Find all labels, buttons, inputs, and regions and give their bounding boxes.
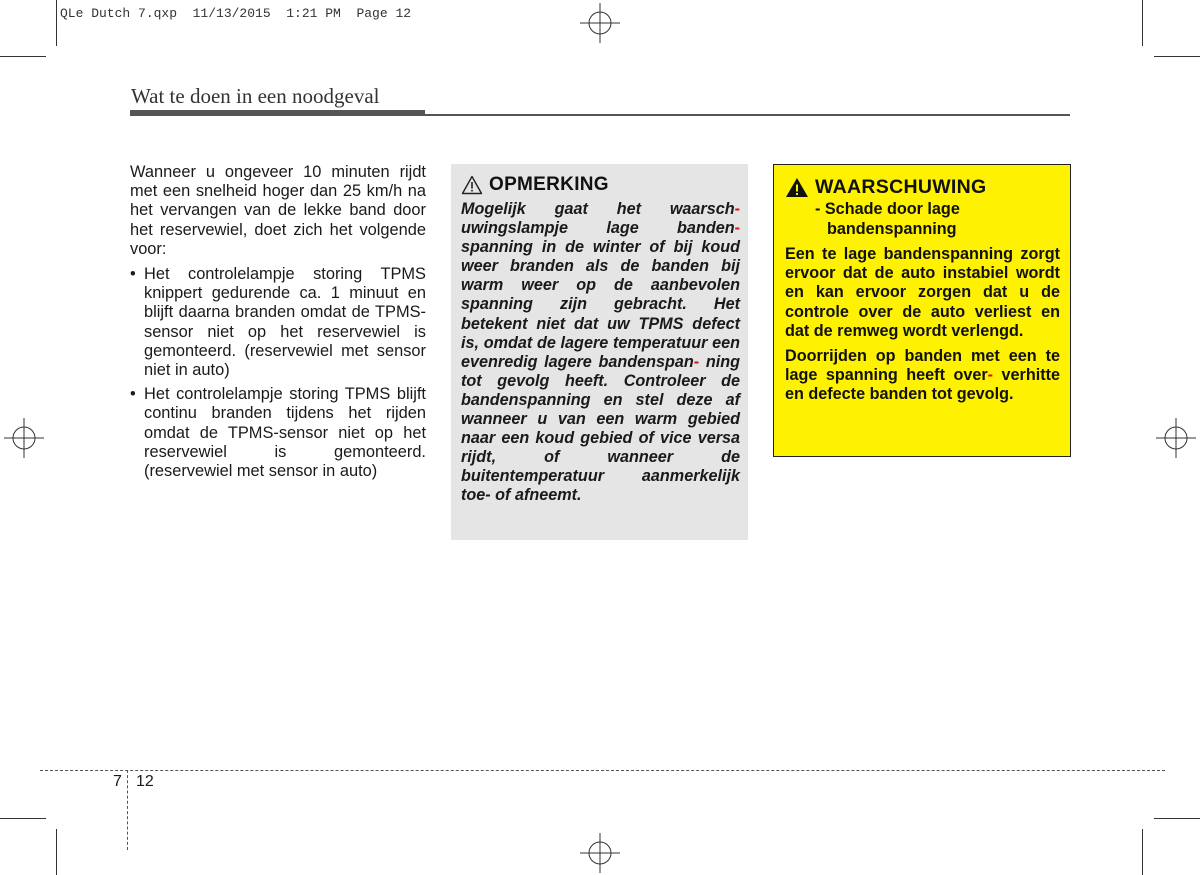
intro-paragraph: Wanneer u ongeveer 10 minuten rijdt met een snelheid hoger dan 25 km/h na het vervangen van de lekke band door het reservewiel, doet zich het volgende voor: (130, 163, 426, 258)
note-header (461, 174, 740, 196)
note-box (451, 164, 748, 540)
footer-rule (40, 770, 1165, 771)
chapter-number: 7 (113, 773, 122, 790)
header-rule-accent (130, 110, 425, 116)
section-title: Wat te doen in een noodgeval (131, 84, 380, 108)
crop-mark (1154, 56, 1200, 57)
warning-box (773, 164, 1071, 457)
warning-subtitle: - Schade door lage bandenspanning (815, 200, 960, 238)
warning-header (785, 175, 1060, 199)
bullet-item: • Het controlelampje storing TPMS knippert gedurende ca. 1 minuut en blijft daarna branden omdat de TPMS-sensor niet op het reservewiel is gemonteerd. (reservewiel met sensor niet in auto) (130, 265, 426, 380)
registration-mark-icon (1156, 418, 1196, 458)
warning-title: WAARSCHUWING (815, 175, 987, 198)
bullet-list (130, 265, 426, 481)
warning-paragraph: Een te lage bandenspanning zorgt ervoor dat de auto instabiel wordt en kan ervoor zorgen dat u de controle over de auto verliest en dat de remweg wordt verlengd. (785, 245, 1060, 340)
warning-paragraph: Doorrijden op banden met een te lage spanning heeft over- verhitte en defecte banden tot gevolg. (785, 347, 1060, 404)
registration-mark-icon (580, 833, 620, 873)
crop-mark (0, 818, 46, 819)
bullet-item: • Het controlelampje storing TPMS blijft continu branden tijdens het rijden omdat de TPMS-sensor niet op het reservewiel is gemonteerd. (reservewiel met sensor in auto) (130, 385, 426, 481)
warning-outline-icon (461, 175, 483, 195)
crop-mark (1142, 829, 1143, 875)
warning-filled-icon (785, 177, 809, 198)
crop-mark (1142, 0, 1143, 46)
registration-mark-icon (4, 418, 44, 458)
crop-mark (56, 829, 57, 875)
note-title: OPMERKING (489, 174, 609, 195)
body-text-column (130, 163, 426, 486)
footer-divider (127, 770, 128, 850)
print-slug: QLe Dutch 7.qxp 11/13/2015 1:21 PM Page 12 (60, 6, 412, 21)
note-text: Mogelijk gaat het waarsch- uwingslampje lage banden- spanning in de winter of bij koud weer branden als de banden bij warm weer op de aanbevolen spanning zijn gebracht. Het betekent niet dat uw TPMS defect is, omdat de lagere temperatuur een evenredig lagere bandenspan- ning tot gevolg heeft. Controleer de bandenspanning en stel deze af wanneer u van een warm gebied naar een koud gebied of vice versa rijdt, of wanneer de buitentemperatuur aanmerkelijk toe- of afneemt. (461, 200, 741, 505)
crop-mark (0, 56, 46, 57)
page-number: 12 (136, 773, 154, 790)
crop-mark (56, 0, 57, 46)
registration-mark-icon (580, 3, 620, 43)
crop-mark (1154, 818, 1200, 819)
